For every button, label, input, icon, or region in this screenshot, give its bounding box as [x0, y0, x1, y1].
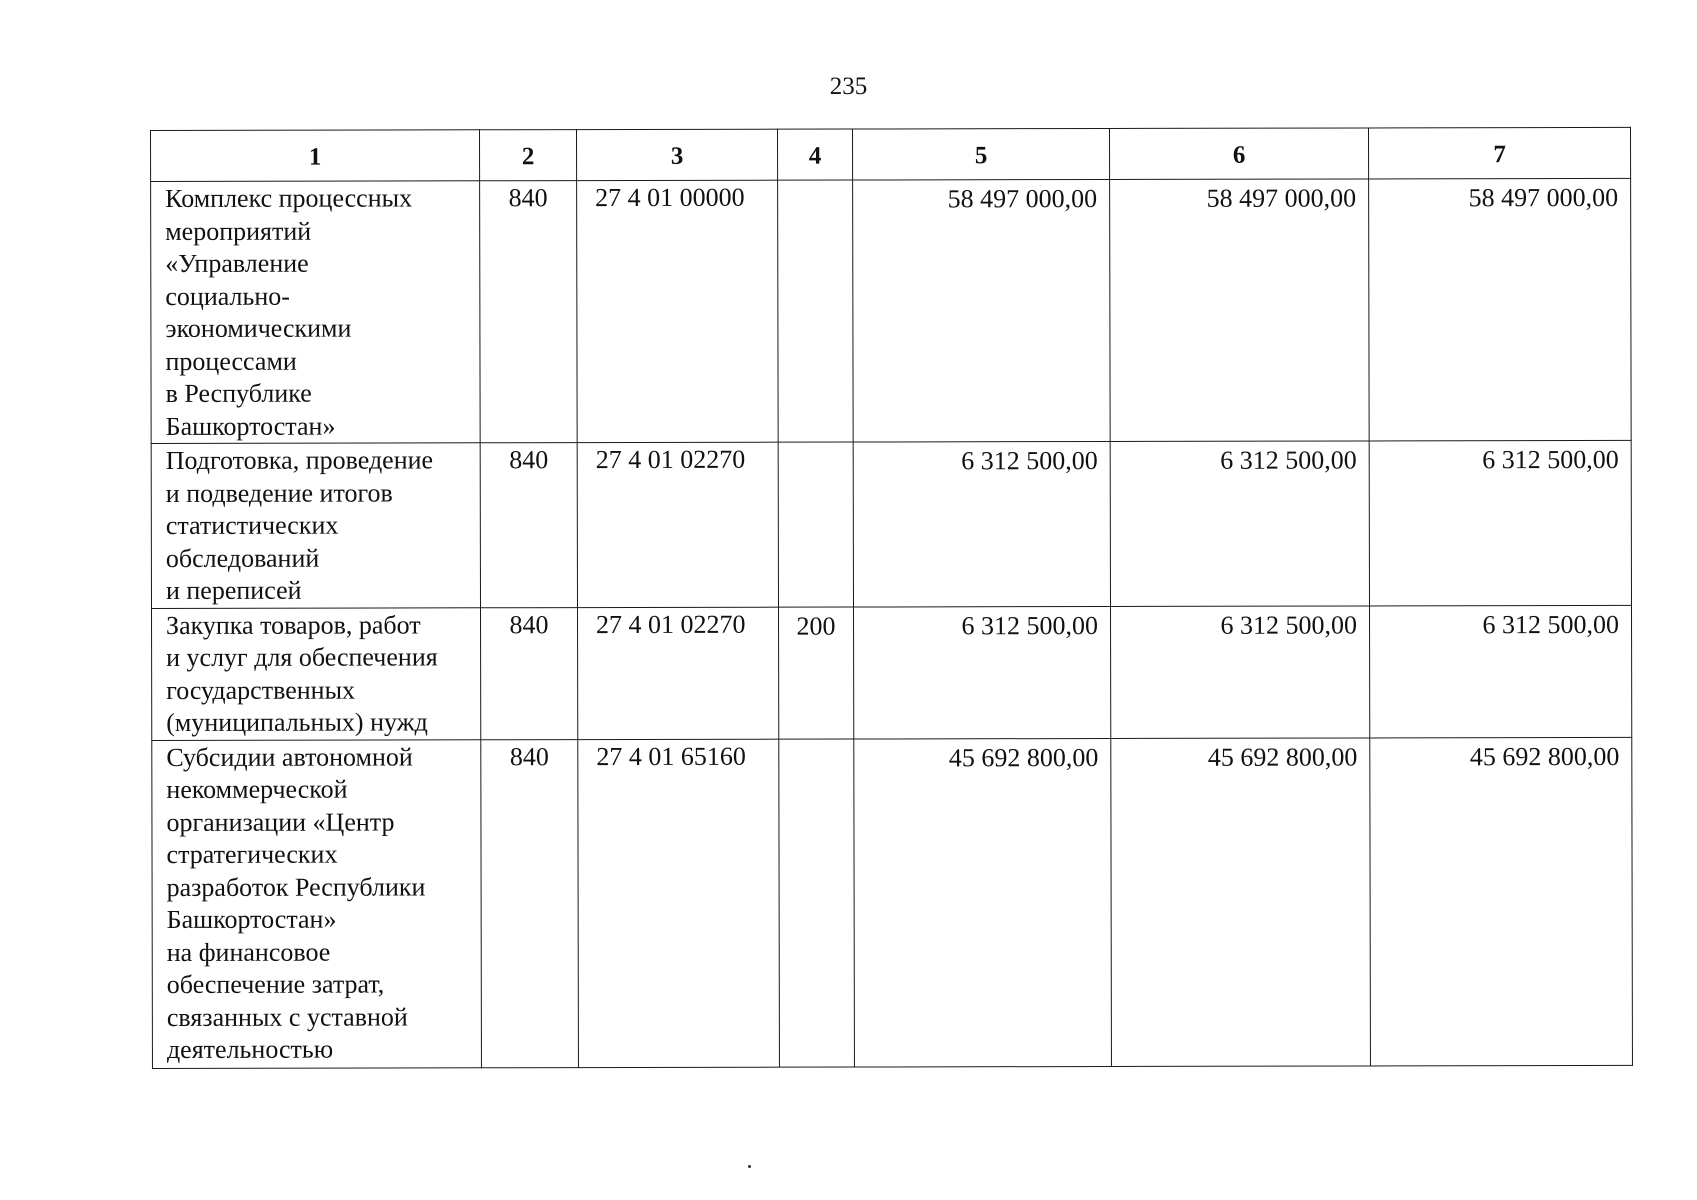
table-header [151, 127, 1631, 181]
row-col7-cell: 6 312 500,00 [1369, 440, 1631, 605]
row-name-line: (муниципальных) нужд [166, 707, 428, 737]
row-name-line: Закупка товаров, работ [166, 609, 421, 640]
header-col-7: 7 [1368, 127, 1630, 179]
row-col3-cell: 27 4 01 02270 [577, 442, 778, 607]
row-col2-cell: 840 [480, 443, 577, 608]
row-name-line: в Республике [165, 378, 312, 408]
row-name-line: стратегических [166, 839, 338, 869]
row-name-line: на финансовое [166, 937, 331, 967]
header-col-3: 3 [577, 129, 778, 180]
table-row [152, 605, 1632, 740]
header-col-2: 2 [480, 130, 577, 181]
row-col3-cell: 27 4 01 00000 [577, 180, 779, 442]
row-col5-cell: 6 312 500,00 [853, 606, 1110, 739]
row-name-line: государственных [166, 675, 356, 705]
row-col4-cell [779, 739, 855, 1067]
row-name-cell [152, 739, 482, 1068]
row-col7-cell: 45 692 800,00 [1370, 737, 1633, 1066]
row-name-cell [151, 443, 480, 608]
row-col6-cell: 6 312 500,00 [1110, 441, 1369, 606]
row-name-line: разработок Республики [166, 871, 426, 902]
budget-table [150, 127, 1633, 1069]
row-name-line: социально- [165, 281, 290, 311]
row-name-line: процессами [165, 346, 297, 376]
header-col-5: 5 [852, 128, 1109, 180]
row-name-line: экономическими [165, 313, 352, 343]
table-row [151, 178, 1632, 443]
page-number: 235 [829, 73, 868, 100]
row-name-line: Субсидии автономной [166, 741, 413, 772]
row-name-line: обеспечение затрат, [166, 969, 385, 999]
row-name-line: Башкортостан» [166, 904, 337, 934]
header-col-4: 4 [777, 129, 852, 180]
row-name-line: обследований [165, 543, 320, 573]
row-col7-cell: 58 497 000,00 [1369, 178, 1632, 441]
row-name-line: деятельностью [166, 1034, 334, 1064]
row-col2-cell: 840 [480, 181, 578, 443]
row-col4-cell [778, 442, 853, 607]
row-name-line: связанных с уставной [166, 1001, 408, 1032]
row-name-line: и переписей [165, 575, 302, 605]
header-col-1: 1 [151, 130, 480, 182]
row-name-line: Подготовка, проведение [165, 445, 434, 475]
row-name-line: Комплекс процессных [165, 183, 413, 213]
row-col7-cell: 6 312 500,00 [1369, 605, 1631, 738]
row-name-line: некоммерческой [166, 774, 348, 804]
row-col6-cell: 6 312 500,00 [1110, 605, 1369, 738]
row-col4-cell [778, 180, 854, 442]
row-col3-cell: 27 4 01 02270 [578, 607, 779, 739]
header-row [151, 127, 1631, 181]
row-name-line: статистических [165, 510, 339, 540]
row-col5-cell: 45 692 800,00 [854, 738, 1112, 1067]
header-col-6: 6 [1109, 128, 1368, 180]
row-name-line: и услуг для обеспечения [166, 642, 438, 672]
row-col3-cell: 27 4 01 65160 [578, 739, 780, 1067]
row-name-line: Башкортостан» [165, 411, 336, 441]
row-name-line: мероприятий [165, 216, 312, 246]
row-col2-cell: 840 [481, 607, 578, 739]
row-col5-cell: 6 312 500,00 [853, 441, 1110, 606]
row-name-line: и подведение итогов [165, 477, 393, 508]
table-row [152, 737, 1633, 1068]
row-col2-cell: 840 [481, 739, 579, 1067]
row-col6-cell: 58 497 000,00 [1110, 179, 1370, 442]
row-col4-cell: 200 [778, 607, 853, 739]
table-row [151, 440, 1631, 608]
row-name-line: организации «Центр [166, 806, 395, 837]
scan-speck [748, 1165, 751, 1168]
table-body [151, 178, 1633, 1068]
row-col6-cell: 45 692 800,00 [1111, 737, 1371, 1066]
row-name-cell [151, 181, 481, 444]
row-name-line: «Управление [165, 248, 309, 278]
row-col5-cell: 58 497 000,00 [853, 179, 1111, 442]
row-name-cell [152, 607, 481, 740]
